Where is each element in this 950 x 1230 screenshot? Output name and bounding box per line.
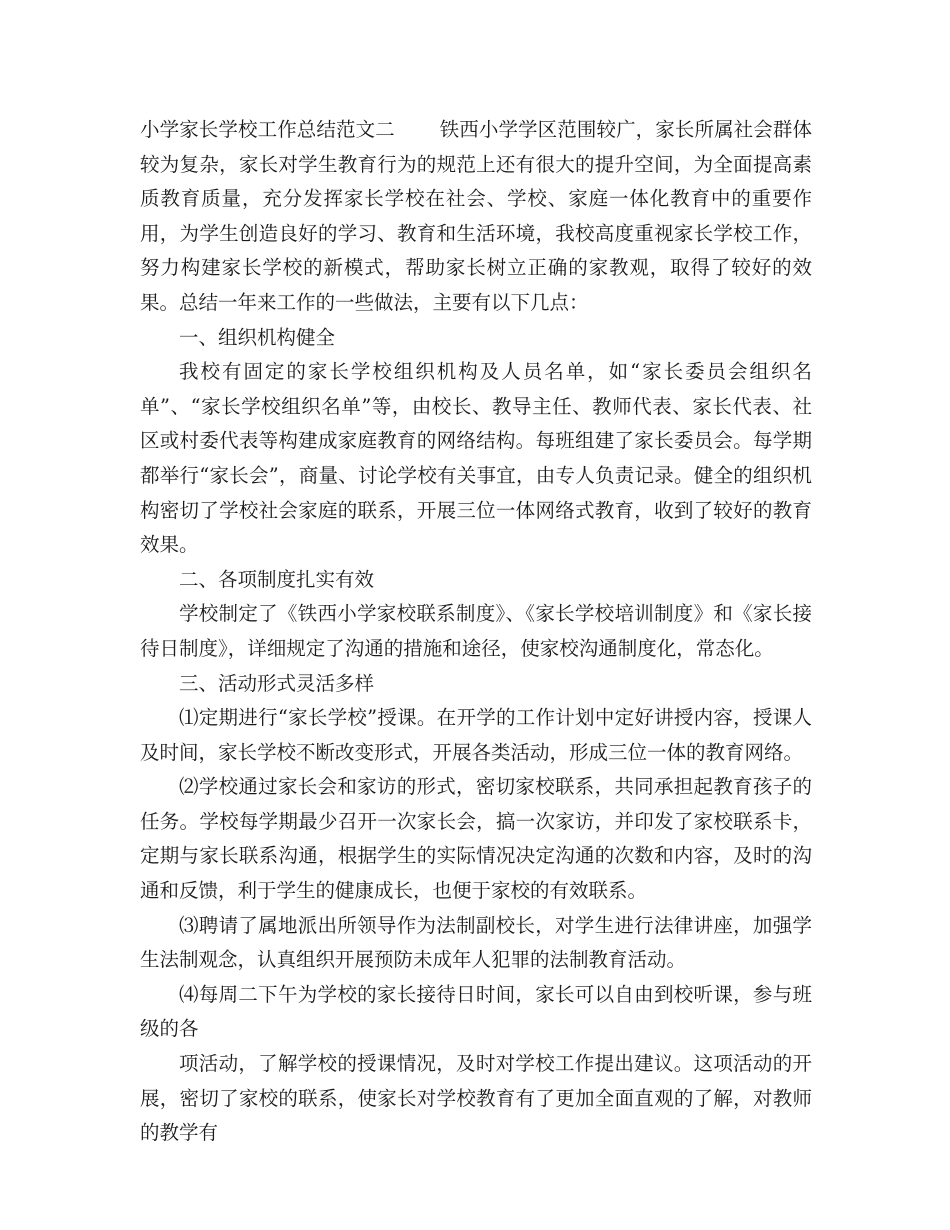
activity-item-3: ⑶聘请了属地派出所领导作为法制副校长，对学生进行法律讲座，加强学生法制观念，认真组织开展预防未成年人犯罪的法制教育活动。	[140, 913, 812, 972]
activity-item-2: ⑵学校通过家长会和家访的形式，密切家校联系，共同承担起教育孩子的任务。学校每学期最少召开一次家长会，搞一次家访，并印发了家校联系卡，定期与家长联系沟通，根据学生的实际情况决定沟通的次数和内容，及时的沟通和反馈，利于学生的健康成长，也便于家校的有效联系。	[140, 775, 812, 903]
intro-paragraph	[140, 113, 812, 321]
activity-item-4: ⑷每周二下午为学校的家长接待日时间，家长可以自由到校听课，参与班级的各	[140, 982, 812, 1041]
document-title: 小学家长学校工作总结范文二	[140, 118, 395, 141]
section-heading-activities: 三、活动形式灵活多样	[179, 671, 375, 695]
activity-item-1: ⑴定期进行“家长学校”授课。在开学的工作计划中定好讲授内容，授课人及时间，家长学校不断改变形式，开展各类活动，形成三位一体的教育网络。	[140, 706, 812, 764]
intro-text: 铁西小学学区范围较广，家长所属社会群体较为复杂，家长对学生教育行为的规范上还有很大的提升空间，为全面提高素质教育质量，充分发挥家长学校在社会、学校、家庭一体化教育中的重要作用，为学生创造良好的学习、教育和生活环境，我校高度重视家长学校工作，努力构建家长学校的新模式，帮助家长树立正确的家教观，取得了较好的效果。总结一年来工作的一些做法，主要有以下几点：	[140, 118, 812, 314]
activity-item-4-continued: 项活动，了解学校的授课情况，及时对学校工作提出建议。这项活动的开展，密切了家校的联系，使家长对学校教育有了更加全面直观的了解，对教师的教学有	[140, 1052, 812, 1145]
section-heading-systems: 二、各项制度扎实有效	[179, 567, 375, 591]
document-body	[140, 113, 812, 1151]
section-heading-organization: 一、组织机构健全	[179, 325, 336, 349]
section-paragraph: 学校制定了《铁西小学家校联系制度》、《家长学校培训制度》和《家长接待日制度》，详细规定了沟通的措施和途径，使家校沟通制度化，常态化。	[140, 602, 812, 660]
section-paragraph: 我校有固定的家长学校组织机构及人员名单，如“家长委员会组织名单”、“家长学校组织名单”等，由校长、教导主任、教师代表、家长代表、社区或村委代表等构建成家庭教育的网络结构。每班组建了家长委员会。每学期都举行“家长会”，商量、讨论学校有关事宜，由专人负责记录。健全的组织机构密切了学校社会家庭的联系，开展三位一体网络式教育，收到了较好的教育效果。	[140, 360, 812, 557]
